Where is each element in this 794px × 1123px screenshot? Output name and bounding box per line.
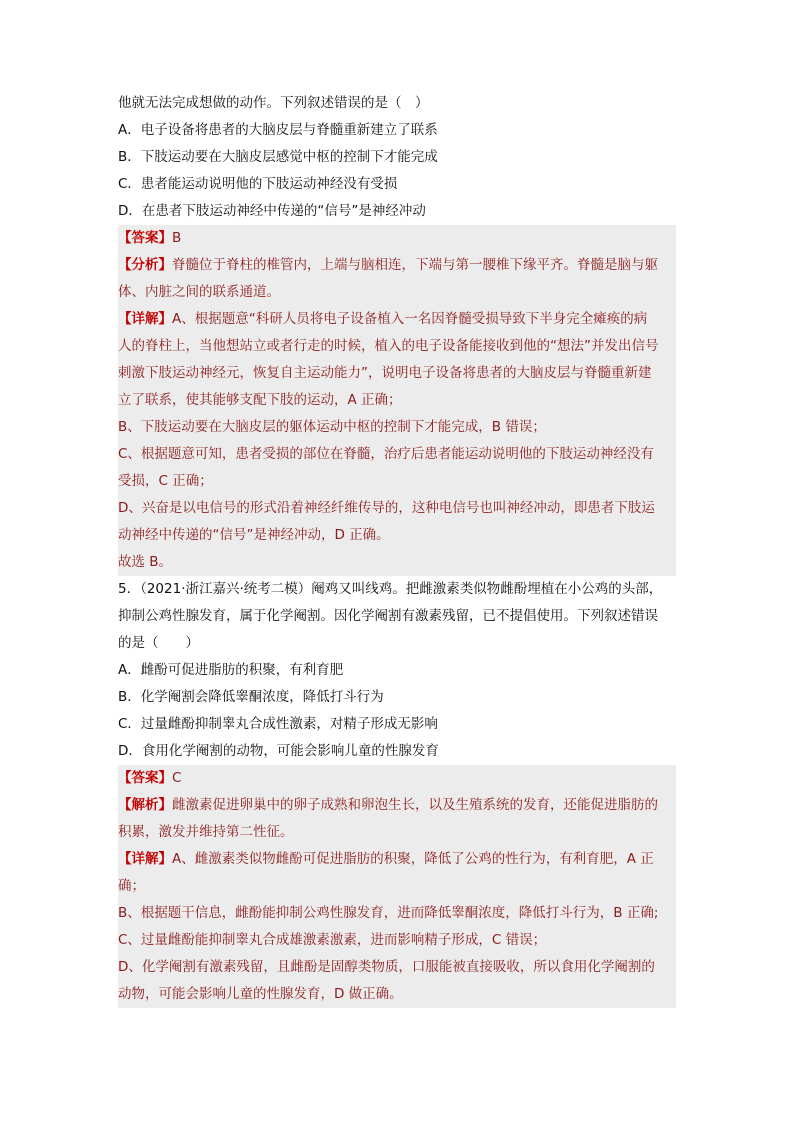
q5-analysis-tag: 【解析】 (118, 797, 172, 813)
q4-detail-line-1 (118, 306, 676, 333)
q5-detail-line-3: B、根据题干信息，雌酚能抑制公鸡性腺发育，进而降低睾酮浓度，降低打斗行为，B 正确; (118, 905, 659, 921)
q5-option-a: A．雌酚可促进脂肪的积聚，有利育肥 (118, 662, 344, 678)
q4-detail-line-6: C、根据题意可知，患者受损的部位在脊髓，治疗后患者能运动说明他的下肢运动神经没有 (118, 446, 654, 462)
q5-detail-line-2: 确； (118, 878, 145, 894)
q4-option-b: B．下肢运动要在大脑皮层感觉中枢的控制下才能完成 (118, 149, 438, 165)
q5-answer-line (118, 765, 676, 792)
q4-analysis-tag: 【分析】 (118, 257, 172, 273)
q4-option-c: C．患者能运动说明他的下肢运动神经没有受损 (118, 176, 398, 192)
q5-solution-block (118, 765, 676, 1008)
q4-option-d: D．在患者下肢运动神经中传递的“信号”是神经冲动 (118, 203, 426, 219)
q4-detail-line-4: 立了联系，使其能够支配下肢的运动，A 正确； (118, 392, 402, 408)
q4-detail-line-3: 刺激下肢运动神经元，恢复自主运动能力”，说明电子设备将患者的大脑皮层与脊髓重新建 (118, 365, 652, 381)
q5-detail-line-4: C、过量雌酚能抑制睾丸合成雄激素激素，进而影响精子形成，C 错误； (118, 932, 547, 948)
q5-option-b: B．化学阉割会降低睾酮浓度，降低打斗行为 (118, 689, 384, 705)
q4-detail-line-7: 受损，C 正确； (118, 473, 213, 489)
q5-analysis-line-1 (118, 792, 676, 819)
q5-detail-line-1 (118, 846, 676, 873)
q5-detail-line-5: D、化学阉割有激素残留，且雌酚是固醇类物质，口服能被直接吸收，所以食用化学阉割的 (118, 959, 655, 975)
q4-detail-text-1: A、根据题意“科研人员将电子设备植入一名因脊髓受损导致下半身完全瘫痪的病 (172, 311, 648, 327)
q4-detail-line-5: B、下肢运动要在大脑皮层的躯体运动中枢的控制下才能完成，B 错误； (118, 419, 546, 435)
document-body (118, 90, 676, 1008)
q4-detail-line-8: D、兴奋是以电信号的形式沿着神经纤维传导的，这种电信号也叫神经冲动，即患者下肢运 (118, 500, 655, 516)
q4-stem-tail: 他就无法完成想做的动作。下列叙述错误的是（ ） (118, 95, 429, 111)
q5-stem-line-1: 5．（2021·浙江嘉兴·统考二模）阉鸡又叫线鸡。把雌激素类似物雌酚埋植在小公鸡的头部， (118, 581, 663, 597)
q5-option-c: C．过量雌酚抑制睾丸合成性激素，对精子形成无影响 (118, 716, 438, 732)
q5-analysis-line-2: 积累，激发并维持第二性征。 (118, 824, 294, 840)
q4-detail-tag: 【详解】 (118, 311, 172, 327)
q4-answer: B (172, 230, 182, 246)
q5-answer: C (172, 770, 182, 786)
q5-answer-tag: 【答案】 (118, 770, 172, 786)
q4-detail-line-9: 动神经中传递的“信号”是神经冲动，D 正确。 (118, 527, 390, 543)
q4-answer-tag: 【答案】 (118, 230, 172, 246)
q4-solution-block (118, 225, 676, 576)
q5-option-d: D．食用化学阉割的动物，可能会影响儿童的性腺发育 (118, 743, 439, 759)
q5-stem-line-2: 抑制公鸡性腺发育，属于化学阉割。因化学阉割有激素残留，已不提倡使用。下列叙述错误 (118, 608, 658, 624)
q4-conclusion: 故选 B。 (118, 554, 173, 570)
q4-analysis-line-2: 体、内脏之间的联系通道。 (118, 284, 280, 300)
q4-detail-line-2: 人的脊柱上，当他想站立或者行走的时候，植入的电子设备能接收到他的“想法”并发出信号 (118, 338, 659, 354)
q4-option-a: A．电子设备将患者的大脑皮层与脊髓重新建立了联系 (118, 122, 438, 138)
q5-analysis-text-1: 雌激素促进卵巢中的卵子成熟和卵泡生长，以及生殖系统的发育，还能促进脂肪的 (172, 797, 658, 813)
q5-stem-line-3: 的是（ ） (118, 635, 199, 651)
q5-detail-line-6: 动物，可能会影响儿童的性腺发育，D 做正确。 (118, 986, 403, 1002)
q5-detail-text-1: A、雌激素类似物雌酚可促进脂肪的积聚，降低了公鸡的性行为，有利育肥，A 正 (172, 851, 654, 867)
q5-detail-tag: 【详解】 (118, 851, 172, 867)
q4-answer-line (118, 225, 676, 252)
q4-analysis-text-1: 脊髓位于脊柱的椎管内，上端与脑相连，下端与第一腰椎下缘平齐。脊髓是脑与躯 (172, 257, 658, 273)
q4-analysis-line-1 (118, 252, 676, 279)
